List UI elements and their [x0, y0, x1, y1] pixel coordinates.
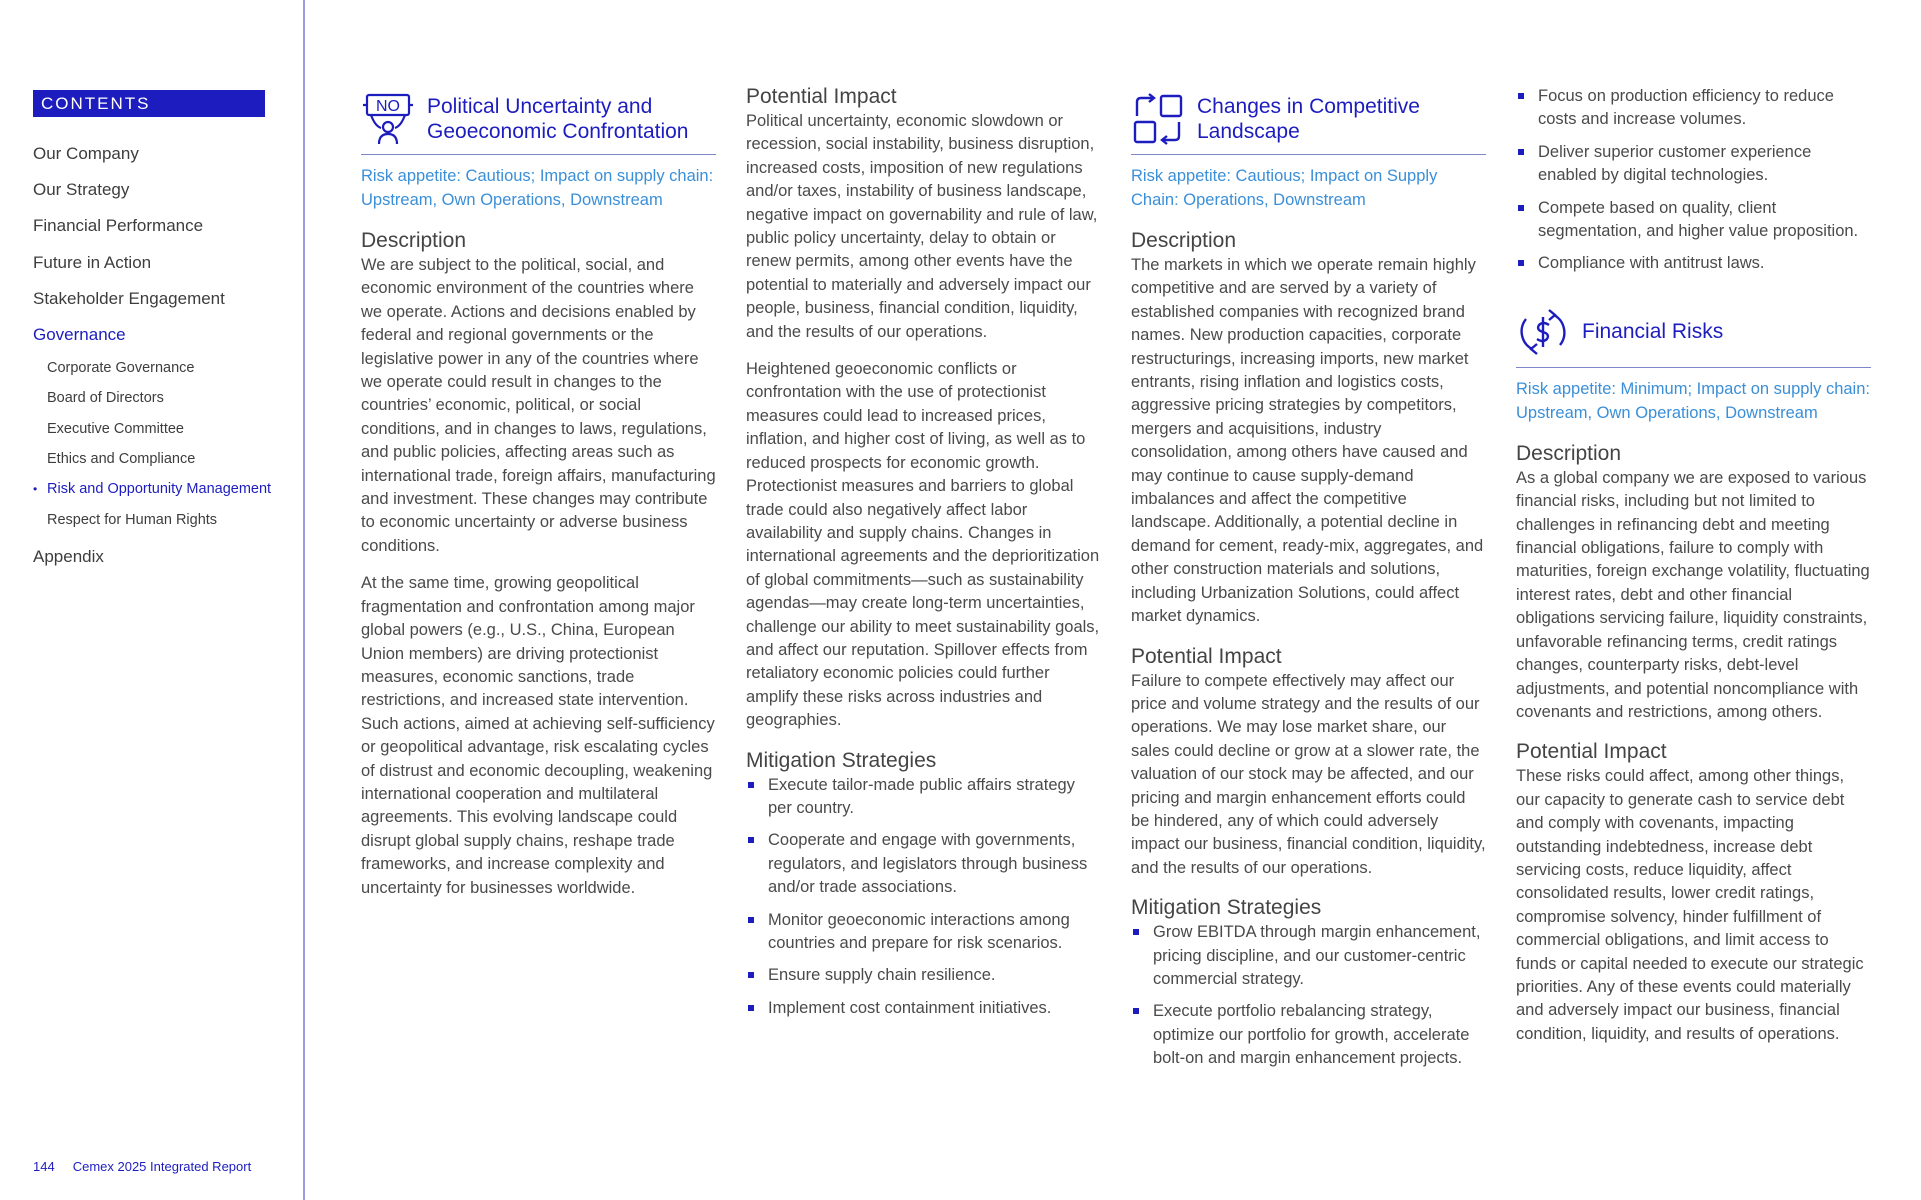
list-item: Monitor geoeconomic interactions among countries and prepare for risk scenarios. — [746, 909, 1101, 956]
political-description-p1: We are subject to the political, social, and economic environment of the countries where we operate. Actions and decisions enabled by federal and regional governments or the legislative power in any of the countries where we operate could result in changes to the countries’ economic, political, or social conditions, and in changes to laws, regulations, and public policies, affecting areas such as international trade, foreign affairs, manufacturing and investment. These changes may contribute to economic uncertainty or adverse business conditions. — [361, 256, 716, 555]
nav-item-our-company[interactable]: Our Company — [33, 144, 139, 163]
political-impact-p1: Political uncertainty, economic slowdown or recession, social instability, business disruption, increased costs, imposition of new regulations and/or taxes, instability of business landscape, negative impact on governability and rule of law, public policy uncertainty, delay to obtain or renew permits, among other events have the potential to materially and adversely impact our people, business, financial condition, liquidity, and the results of our operations. — [746, 112, 1098, 341]
financial-description-heading: Description — [1516, 441, 1622, 465]
political-description-heading: Description — [361, 229, 467, 252]
competitive-description-p1: The markets in which we operate remain highly competitive and are served by a variety of established companies with recognized brand names. New production capacities, corporate restructurings, increasing imports, new market entrants, rising inflation and logistics costs, aggressive pricing strategies by competitors, mergers and acquisitions, industry consolidation, among others have caused and may continue to cause supply-demand imbalances and affect the competitive landscape. Additionally, a potential decline in demand for cement, ready-mix, aggregates, and other construction materials and solutions, including Urbanization Solutions, could affect market dynamics. — [1131, 256, 1484, 626]
list-item: Execute tailor-made public affairs strategy per country. — [746, 774, 1101, 821]
nav-item-governance[interactable]: Governance — [33, 324, 126, 344]
competitive-mitigation-list-continued — [1516, 85, 1871, 276]
list-item: Ensure supply chain resilience. — [746, 964, 1101, 987]
nav-item-appendix[interactable]: Appendix — [33, 546, 104, 566]
competitive-mitigation-heading: Mitigation Strategies — [1131, 896, 1322, 920]
list-item: Compete based on quality, client segmentation, and higher value proposition. — [1516, 197, 1871, 244]
page-footer — [33, 1159, 269, 1174]
nav-sub-executive-committee[interactable]: Executive Committee — [47, 420, 184, 437]
sidebar — [0, 0, 304, 1200]
financial-risk-header — [1516, 305, 1871, 368]
list-item: Grow EBITDA through margin enhancement, pricing discipline, and our customer-centric commercial strategy. — [1131, 921, 1486, 991]
financial-description-p1: As a global company we are exposed to various financial risks, including but not limited to challenges in refinancing debt and meeting financial obligations, failure to comply with maturities, foreign exchange volatility, fluctuating interest rates, debt and other financial obligations servicing failure, liquidity constraints, unfavorable refinancing terms, credit ratings changes, counterparty risks, debt-level adjustments, and potential noncompliance with covenants and restrictions, among others. — [1516, 468, 1870, 721]
nav-item-future-in-action[interactable]: Future in Action — [33, 252, 152, 272]
list-item: Focus on production efficiency to reduce costs and increase volumes. — [1516, 85, 1871, 132]
nav-sub-respect-for-human-rights[interactable]: Respect for Human Rights — [47, 511, 218, 528]
political-risk-section — [361, 92, 716, 900]
political-risk-title: Political Uncertainty and Geoeconomic Confrontation — [427, 95, 689, 143]
political-mitigation-list — [746, 774, 1101, 1021]
list-item: Implement cost containment initiatives. — [746, 997, 1101, 1020]
nav-sub-risk-and-opportunity-management[interactable]: • Risk and Opportunity Management — [33, 474, 293, 504]
financial-impact-heading: Potential Impact — [1516, 740, 1667, 764]
dollar-cycle-icon — [1516, 305, 1570, 359]
swap-squares-icon — [1131, 92, 1185, 146]
nav-item-our-strategy[interactable]: Our Strategy — [33, 180, 130, 200]
nav-sub-corporate-governance[interactable]: Corporate Governance — [47, 360, 195, 377]
political-impact-heading: Potential Impact — [746, 85, 897, 108]
nav-sub-ethics-and-compliance[interactable]: Ethics and Compliance — [47, 451, 196, 468]
list-item: Execute portfolio rebalancing strategy, optimize our portfolio for growth, accelerate bolt-on and margin enhancement projects. — [1131, 1000, 1486, 1070]
financial-risk-title: Financial Risks — [1582, 320, 1724, 344]
political-mitigation-heading: Mitigation Strategies — [746, 748, 937, 772]
financial-impact-p1: These risks could affect, among other things, our capacity to generate cash to service debt and comply with covenants, impacting outstanding indebtedness, increase debt servicing costs, reduce liquidity, affect consolidated results, lower credit ratings, compromise solvency, hinder fulfillment of commercial obligations, and limit access to funds or capital needed to execute our strategic priorities. Any of these events could materially and adversely impact our business, financial condition, liquidity, and results of operations. — [1516, 767, 1864, 1043]
icon-no-text: NO — [376, 98, 400, 115]
competitive-impact-heading: Potential Impact — [1131, 644, 1282, 668]
financial-risk-column — [1516, 85, 1871, 1046]
nav-item-stakeholder-engagement[interactable]: Stakeholder Engagement — [33, 288, 225, 308]
political-risk-header — [361, 92, 716, 155]
protest-sign-icon — [361, 92, 415, 146]
competitive-mitigation-list — [1131, 921, 1486, 1070]
list-item: Cooperate and engage with governments, regulators, and legislators through business and/or trade associations. — [746, 829, 1101, 899]
competitive-impact-p1: Failure to compete effectively may affect our price and volume strategy and the results of our operations. We may lose market share, our sales could decline or grow at a slower rate, the valuation of our stock may be affected, and our pricing and margin enhancement efforts could be hindered, any of which could adversely impact our business, financial condition, liquidity, and the results of our operations. — [1131, 671, 1486, 877]
competitive-risk-header — [1131, 92, 1486, 155]
political-risk-appetite: Risk appetite: Cautious; Impact on supply chain: Upstream, Own Operations, Downstream — [361, 167, 714, 209]
nav-item-financial-performance[interactable]: Financial Performance — [33, 216, 204, 236]
list-item: Compliance with antitrust laws. — [1516, 252, 1871, 275]
political-description-p2: At the same time, growing geopolitical fragmentation and confrontation among major global powers (e.g., U.S., China, European Union members) are driving protectionist measures, economic sanctions, trade restrictions, and increased state intervention. Such actions, aimed at achieving self-sufficiency or geopolitical advantage, risk escalating cycles of distrust and economic decoupling, weakening international cooperation and multilateral agreements. This evolving landscape could disrupt global supply chains, reshape trade frameworks, and increase complexity and uncertainty for businesses worldwide. — [361, 574, 715, 897]
political-impact-p2: Heightened geoeconomic conflicts or confrontation with the use of protectionist measures could lead to increased prices, inflation, and higher cost of living, as well as to reduced prospects for economic growth. Protectionist measures and barriers to global trade could also negatively affect labor availability and supply chains. Changes in international agreements and the deprioritization of global commitments—such as sustainability agendas—may create long-term uncertainties, challenge our ability to meet sustainability goals, and affect our reputation. Spillover effects from retaliatory economic policies could further amplify these risks across industries and geographies. — [746, 360, 1100, 730]
financial-risk-appetite: Risk appetite: Minimum; Impact on supply chain: Upstream, Own Operations, Downstream — [1516, 379, 1870, 422]
competitive-risk-title: Changes in Competitive Landscape — [1197, 95, 1420, 143]
competitive-risk-section — [1131, 92, 1486, 1080]
contents-label: CONTENTS — [33, 90, 265, 117]
competitive-risk-appetite: Risk appetite: Cautious; Impact on Supply Chain: Operations, Downstream — [1131, 167, 1438, 209]
sidebar-nav — [33, 136, 293, 575]
report-title: Cemex 2025 Integrated Report — [72, 1159, 252, 1174]
nav-sub-board-of-directors[interactable]: Board of Directors — [47, 390, 164, 407]
political-impact-column — [746, 84, 1101, 1029]
sidebar-divider — [303, 0, 305, 1200]
competitive-description-heading: Description — [1131, 229, 1237, 252]
list-item: Deliver superior customer experience enabled by digital technologies. — [1516, 141, 1871, 188]
page-number: 144 — [33, 1159, 55, 1174]
